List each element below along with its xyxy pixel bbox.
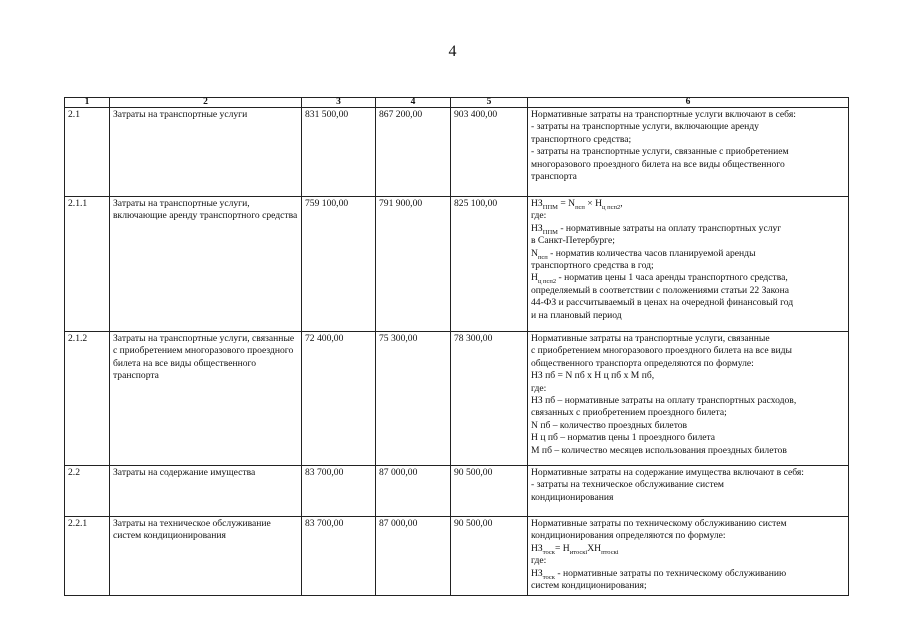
- description-line: с приобретением многоразового проездного билета на все виды: [531, 345, 792, 357]
- description-line: - затраты на техническое обслуживание систем: [531, 479, 724, 491]
- header-cell: 5: [451, 98, 528, 108]
- row-description: [528, 517, 849, 596]
- description-line: М пб – количество месяцев использования проездных билетов: [531, 444, 787, 456]
- row-value-year3: 90 500,00: [451, 517, 528, 596]
- definition-cont: систем кондиционирования;: [531, 580, 647, 592]
- header-cell: 1: [65, 98, 110, 108]
- page-number: 4: [448, 43, 457, 60]
- description-line: связанных с приобретением проездного билета;: [531, 407, 727, 419]
- description-line: N пб – количество проездных билетов: [531, 419, 688, 431]
- row-value-year2: 867 200,00: [376, 108, 451, 197]
- row-value-year1: 72 400,00: [302, 332, 376, 466]
- definition-cont: 44-ФЗ и рассчитываемый в ценах на очередной финансовый год: [531, 297, 794, 309]
- row-description: [528, 466, 849, 517]
- header-cell: 3: [302, 98, 376, 108]
- definition-cont: определяемый в соответствии с положениями статьи 22 Закона: [531, 284, 789, 296]
- description-line: общественного транспорта определяются по формуле:: [531, 357, 754, 369]
- table-row: [65, 466, 849, 517]
- row-number: 2.1.2: [65, 332, 110, 466]
- table-header-row: [65, 98, 849, 108]
- definition-cont: транспортного средства в год;: [531, 260, 654, 272]
- definition-line: $N_{псп}$ - норматив количества часов планируемой аренды: [531, 247, 756, 261]
- row-name: Затраты на транспортные услуги: [110, 108, 302, 197]
- description-line: - затраты на транспортные услуги, связанные с приобретением: [531, 146, 789, 158]
- description-line: Нормативные затраты на транспортные услуги включают в себя:: [531, 109, 796, 120]
- row-name: Затраты на транспортные услуги, включающие аренду транспортного средства: [110, 197, 302, 332]
- header-cell: 2: [110, 98, 302, 108]
- description-line: кондиционирования: [531, 491, 614, 503]
- definition-line: $НЗ_{ППМ}$ - нормативные затраты на оплату транспортных услуг: [531, 222, 782, 236]
- row-value-year2: 75 300,00: [376, 332, 451, 466]
- formula-line: $НЗ_{тоск}= Н_{итоскі}ХН_{птоскі}$: [531, 542, 619, 556]
- header-cell: 6: [528, 98, 849, 108]
- row-name: Затраты на техническое обслуживание систем кондиционирования: [110, 517, 302, 596]
- row-value-year3: 90 500,00: [451, 466, 528, 517]
- row-name: Затраты на содержание имущества: [110, 466, 302, 517]
- row-number: 2.1: [65, 108, 110, 197]
- definition-cont: и на плановый период: [531, 309, 622, 321]
- row-number: 2.2: [65, 466, 110, 517]
- row-value-year1: 831 500,00: [302, 108, 376, 197]
- row-number: 2.2.1: [65, 517, 110, 596]
- row-description: [528, 108, 849, 197]
- description-line: НЗ пб = N пб х Н ц пб х М пб,: [531, 370, 655, 382]
- row-description: [528, 197, 849, 332]
- table-row: [65, 108, 849, 197]
- cost-norms-table: [64, 97, 849, 596]
- table-row: [65, 197, 849, 332]
- description-line: Нормативные затраты по техническому обслуживанию систем: [531, 518, 787, 529]
- row-value-year2: 87 000,00: [376, 466, 451, 517]
- row-value-year3: 825 100,00: [451, 197, 528, 332]
- row-description: [528, 332, 849, 466]
- row-value-year1: 759 100,00: [302, 197, 376, 332]
- description-line: кондиционирования определяются по формуле:: [531, 530, 726, 542]
- definition-line: $Н_{ц псп2}$ - норматив цены 1 часа аренды транспортного средства,: [531, 272, 788, 286]
- description-line: - затраты на транспортные услуги, включающие аренду: [531, 121, 759, 133]
- description-line: Нормативные затраты на транспортные услуги, связанные: [531, 333, 770, 344]
- description-line: Н ц пб – норматив цены 1 проездного билета: [531, 432, 716, 444]
- description-line: транспорта: [531, 171, 577, 183]
- table-row: [65, 517, 849, 596]
- description-line: многоразового проездного билета на все виды общественного: [531, 158, 785, 170]
- table-row: [65, 332, 849, 466]
- definition-line: $НЗ_{тоск}$ - нормативные затраты по техническому обслуживанию: [531, 567, 787, 581]
- row-number: 2.1.1: [65, 197, 110, 332]
- definition-cont: в Санкт-Петербурге;: [531, 235, 615, 247]
- description-line: где:: [531, 382, 547, 394]
- row-value-year3: 78 300,00: [451, 332, 528, 466]
- row-value-year2: 87 000,00: [376, 517, 451, 596]
- formula-line: $НЗ_{ППМ} = N_{псп} \times Н_{ц псп2}$,: [531, 198, 623, 211]
- where-label: где:: [531, 555, 547, 567]
- header-cell: 4: [376, 98, 451, 108]
- description-line: транспортного средства;: [531, 133, 632, 145]
- where-label: где:: [531, 210, 547, 222]
- description-line: НЗ пб – нормативные затраты на оплату транспортных расходов,: [531, 395, 797, 407]
- row-value-year1: 83 700,00: [302, 517, 376, 596]
- row-value-year2: 791 900,00: [376, 197, 451, 332]
- row-name: Затраты на транспортные услуги, связанные с приобретением многоразового проездного билета на все виды общественного транспорта: [110, 332, 302, 466]
- row-value-year3: 903 400,00: [451, 108, 528, 197]
- description-line: Нормативные затраты на содержание имущества включают в себя:: [531, 467, 804, 478]
- row-value-year1: 83 700,00: [302, 466, 376, 517]
